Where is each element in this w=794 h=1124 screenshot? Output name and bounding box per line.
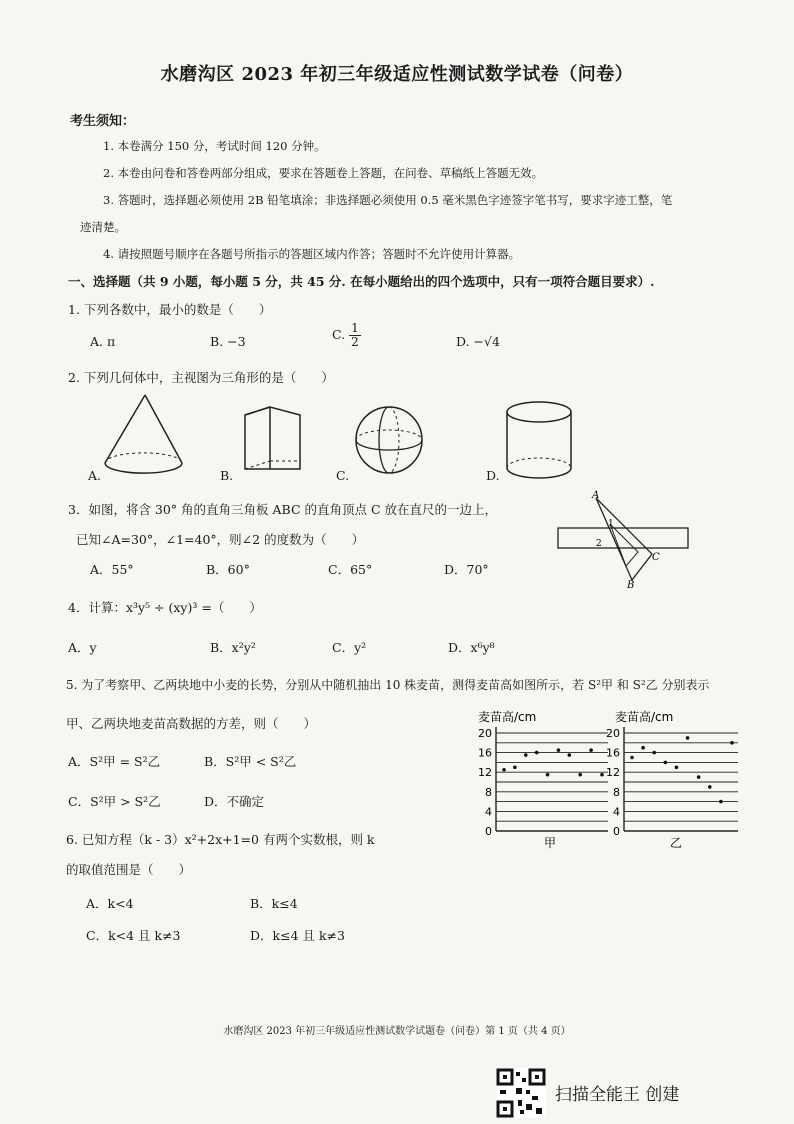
notice-heading: 考生须知： (70, 114, 136, 129)
notice-item-4: 4. 请按照题号顺序在各题号所指示的答题区域内作答；答题时不允许使用计算器。 (103, 247, 521, 261)
page-footer: 水磨沟区 2023 年初三年级适应性测试数学试题卷（问卷）第 1 页（共 4 页） (223, 1026, 571, 1037)
q2-option-a: A. (88, 468, 102, 483)
jia-data-point (524, 753, 528, 757)
jia-data-point (546, 773, 550, 777)
cylinder-figure (502, 398, 577, 483)
q5-line2: 甲、乙两块地麦苗高数据的方差，则（ ） (66, 716, 317, 731)
scanner-watermark: 扫描全能王 创建 (555, 1085, 680, 1105)
q5-option-d: D．不确定 (204, 794, 265, 809)
jia-tick-label: 20 (478, 727, 492, 740)
yi-tick-label: 12 (606, 766, 620, 780)
q5-option-b: B．S²甲 < S²乙 (204, 754, 297, 769)
q6-option-c: C．k<4 且 k≠3 (86, 928, 181, 943)
qr-code-icon (496, 1068, 546, 1118)
yi-data-point (664, 761, 668, 765)
q3-line1: 3．如图，将含 30° 角的直角三角板 ABC 的直角顶点 C 放在直尺的一边上， (68, 502, 498, 517)
q1-option-b: B. −3 (210, 334, 246, 349)
q6-option-d: D．k≤4 且 k≠3 (250, 928, 345, 943)
wheat-height-charts (460, 705, 750, 855)
yi-tick-label: 4 (613, 805, 620, 819)
yi-data-point (641, 746, 645, 750)
fraction-denominator: 2 (351, 335, 359, 350)
q1-option-c (332, 322, 361, 349)
chart-jia-xlabel: 甲 (544, 836, 557, 850)
q3-option-b: B．60° (206, 562, 250, 577)
jia-data-point (600, 773, 604, 777)
jia-data-point (589, 748, 593, 752)
notice-item-2: 2. 本卷由问卷和答卷两部分组成，要求在答题卷上答题，在问卷、草稿纸上答题无效。 (103, 166, 544, 180)
label-angle-1: 1 (608, 519, 614, 529)
jia-data-point (557, 748, 561, 752)
page-title: 水磨沟区 2023 年初三年级适应性测试数学试卷（问卷） (160, 64, 634, 85)
q5-option-c: C．S²甲 > S²乙 (68, 794, 161, 809)
jia-tick-label: 4 (485, 805, 492, 819)
yi-data-point (730, 741, 734, 745)
q3-option-d: D．70° (444, 562, 489, 577)
yi-tick-label: 20 (606, 727, 620, 740)
q4-option-a: A．y (68, 640, 97, 655)
chart-jia (478, 709, 608, 850)
chart-jia-ylabel: 麦苗高/cm (478, 710, 537, 724)
q6-option-a: A．k<4 (86, 896, 134, 911)
chart-yi-ylabel: 麦苗高/cm (615, 710, 674, 724)
q6-line1: 6. 已知方程（k - 3）x²+2x+1=0 有两个实数根，则 k (66, 832, 375, 847)
q1-option-a: A. π (90, 334, 116, 349)
jia-data-point (502, 768, 506, 772)
cone-figure (100, 393, 190, 483)
q3-line2: 已知∠A=30°，∠1=40°，则∠2 的度数为（ ） (76, 532, 365, 547)
jia-tick-label: 0 (485, 825, 492, 838)
q3-option-c: C．65° (328, 562, 373, 577)
prism-figure (240, 405, 310, 475)
yi-tick-label: 16 (606, 746, 620, 760)
yi-data-point (708, 785, 712, 789)
yi-data-point (686, 736, 690, 740)
notice-item-3: 3. 答题时，选择题必须使用 2B 铅笔填涂；非选择题必须使用 0.5 毫米黑色字迹签字笔书写，要求字迹工整，笔 (103, 193, 673, 207)
q1-option-d: D. −√4 (456, 334, 500, 349)
q1-option-c-label: C. (332, 327, 346, 343)
triangle-ruler-figure (552, 488, 702, 588)
jia-data-point (578, 773, 582, 777)
fraction-numerator: 1 (351, 321, 359, 335)
chart-yi-xlabel: 乙 (670, 836, 683, 850)
yi-data-point (697, 775, 701, 779)
q4-stem: 4．计算：x³y⁵ ÷ (xy)³ =（ ） (68, 600, 262, 615)
q4-option-b: B．x²y² (210, 640, 256, 655)
yi-data-point (719, 800, 723, 804)
q4-option-c: C．y² (332, 640, 367, 655)
notice-item-3-cont: 迹清楚。 (80, 220, 126, 234)
q1-stem: 1. 下列各数中，最小的数是（ ） (68, 302, 272, 317)
jia-tick-label: 12 (478, 766, 492, 780)
q2-option-c: C. (336, 468, 350, 483)
q2-option-b: B. (220, 468, 234, 483)
jia-tick-label: 8 (485, 785, 492, 799)
q5-line1: 5. 为了考察甲、乙两块地中小麦的长势，分别从中随机抽出 10 株麦苗，测得麦苗高如图所示，若 S²甲 和 S²乙 分别表示 (66, 678, 710, 692)
jia-data-point (535, 751, 539, 755)
jia-tick-label: 16 (478, 746, 492, 760)
fraction (349, 322, 361, 349)
section-heading: 一、选择题（共 9 小题，每小题 5 分，共 45 分. 在每小题给出的四个选项中，只有一项符合题目要求）. (68, 274, 655, 289)
yi-data-point (675, 766, 679, 770)
label-angle-2: 2 (596, 539, 602, 549)
yi-data-point (630, 756, 634, 760)
notice-item-1: 1. 本卷满分 150 分，考试时间 120 分钟。 (103, 139, 326, 153)
yi-tick-label: 8 (613, 785, 620, 799)
label-b: B (627, 580, 635, 588)
q5-option-a: A．S²甲 = S²乙 (68, 754, 161, 769)
q2-stem: 2. 下列几何体中，主视图为三角形的是（ ） (68, 370, 334, 385)
yi-data-point (652, 751, 656, 755)
q4-option-d: D．x⁶y⁸ (448, 640, 495, 655)
q3-option-a: A．55° (90, 562, 134, 577)
q6-line2: 的取值范围是（ ） (66, 862, 192, 877)
q2-option-d: D. (486, 468, 500, 483)
chart-yi (606, 709, 738, 850)
label-a: A (592, 490, 600, 501)
jia-data-point (568, 753, 572, 757)
label-c: C (652, 552, 660, 563)
sphere-figure (352, 403, 427, 478)
jia-data-point (513, 766, 517, 770)
q6-option-b: B．k≤4 (250, 896, 298, 911)
yi-tick-label: 0 (613, 825, 620, 838)
